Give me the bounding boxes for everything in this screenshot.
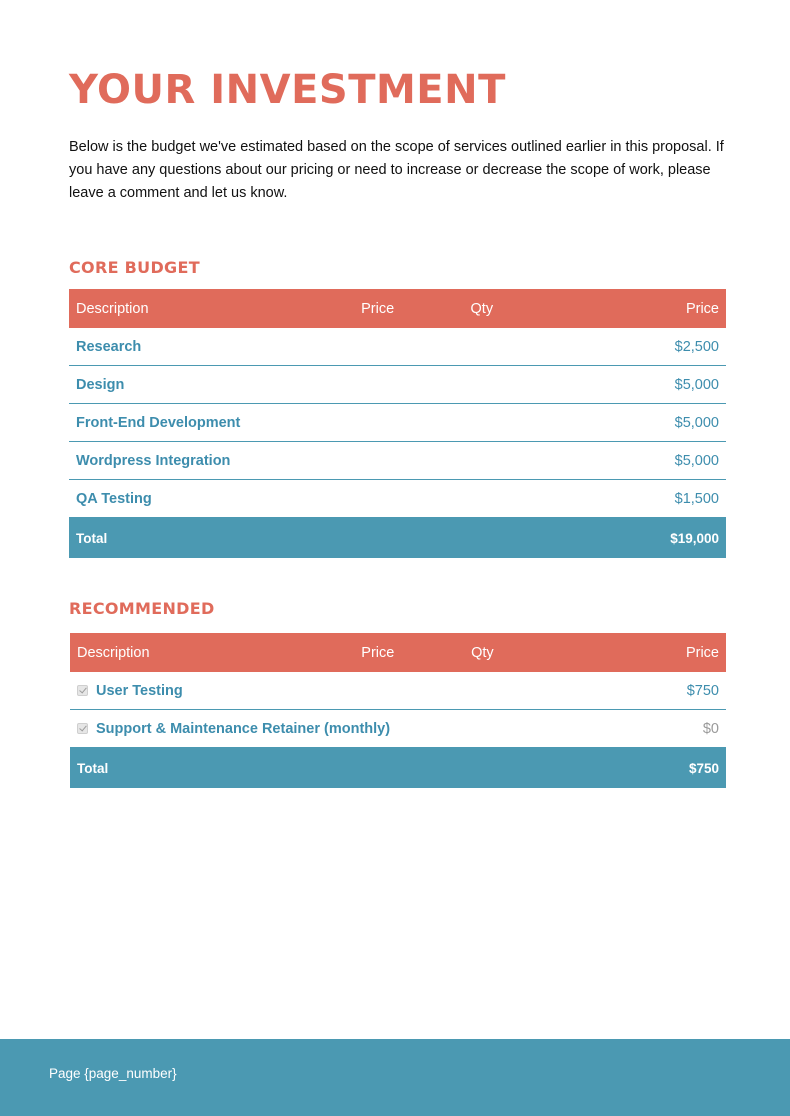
table-row: [70, 710, 726, 748]
total-label: Total: [70, 748, 613, 789]
line-item-total: $2,500: [612, 328, 726, 366]
line-item-description: Support & Maintenance Retainer (monthly): [96, 720, 391, 737]
column-header-qty: Qty: [464, 289, 613, 328]
line-item-price: [354, 328, 463, 366]
page-number-label: Page {page_number}: [49, 1066, 177, 1081]
optional-item-cell: [70, 672, 613, 710]
recommended-heading: RECOMMENDED: [69, 599, 215, 618]
line-item-total: $1,500: [612, 480, 726, 518]
total-label: Total: [69, 518, 354, 559]
line-item-price: [354, 480, 463, 518]
column-header-qty: Qty: [464, 633, 613, 672]
line-item-price: [354, 404, 463, 442]
line-item-description: Research: [69, 328, 354, 366]
table-row: [69, 404, 726, 442]
table-row: [70, 672, 726, 710]
checkbox-checked-icon[interactable]: [77, 685, 88, 696]
line-item-description: QA Testing: [69, 480, 354, 518]
line-item-total: $750: [613, 672, 726, 710]
recommended-table: [70, 633, 726, 788]
column-header-total-price: Price: [613, 633, 726, 672]
line-item-total: $5,000: [612, 442, 726, 480]
table-row: [69, 366, 726, 404]
total-row: [69, 518, 726, 559]
line-item-description: Wordpress Integration: [69, 442, 354, 480]
optional-item-cell: [70, 710, 613, 748]
line-item-qty: [464, 328, 613, 366]
line-item-qty: [464, 442, 613, 480]
table-header-row: [70, 633, 726, 672]
table-row: [69, 328, 726, 366]
total-value: $19,000: [612, 518, 726, 559]
checkbox-checked-icon[interactable]: [77, 723, 88, 734]
line-item-description: Design: [69, 366, 354, 404]
table-header-row: [69, 289, 726, 328]
line-item-price: [354, 366, 463, 404]
column-header-total-price: Price: [612, 289, 726, 328]
line-item-description: Front-End Development: [69, 404, 354, 442]
page-footer: [0, 1039, 790, 1116]
line-item-total: $5,000: [612, 404, 726, 442]
table-row: [69, 442, 726, 480]
line-item-qty: [464, 366, 613, 404]
column-header-price: Price: [354, 633, 464, 672]
line-item-qty: [464, 480, 613, 518]
total-row: [70, 748, 726, 789]
page-title: YOUR INVESTMENT: [69, 67, 506, 113]
intro-paragraph: Below is the budget we've estimated based on the scope of services outlined earlier in this proposal. If you have any questions about our pricing or need to increase or decrease the scope of work, please leave a comment and let us know.: [69, 139, 724, 201]
column-header-description: Description: [69, 289, 354, 328]
core-budget-table: [69, 289, 726, 558]
line-item-total: $5,000: [612, 366, 726, 404]
core-budget-heading: CORE BUDGET: [69, 258, 200, 277]
table-row: [69, 480, 726, 518]
total-value: $750: [613, 748, 726, 789]
line-item-total: $0: [613, 710, 726, 748]
line-item-qty: [464, 404, 613, 442]
column-header-description: Description: [70, 633, 354, 672]
line-item-description: User Testing: [96, 682, 183, 699]
line-item-price: [354, 442, 463, 480]
column-header-price: Price: [354, 289, 463, 328]
